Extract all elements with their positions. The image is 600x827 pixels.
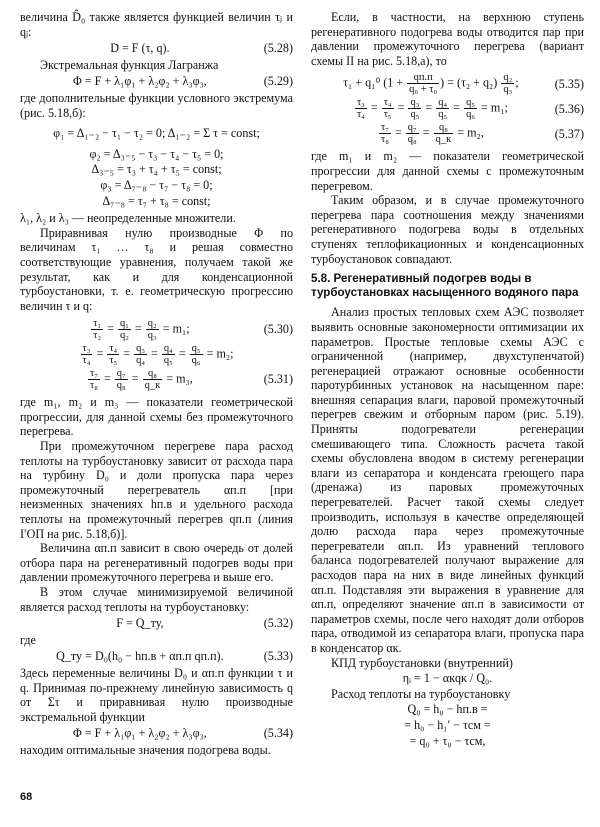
left-column [20,10,293,758]
equation-5-37: $\frac{\text{τ₇}}{\text{τ₈}}$ = $\frac{\text{q₇}}{\text{q₈}}$ = $\frac{\text{q₈}}{q\_к}$ = m₂, (5.37) [381,122,584,146]
equation-5-30: $\frac{\text{τ₁}}{\text{τ₂}}$ = $\frac{\text{q₁}}{\text{q₂}}$ = $\frac{\text{q₂}}{\text{q₃}}$ = m₁; (5.30) [93,318,293,342]
paragraph: В этом случае минимизируемой величиной является расход теплоты на турбоустановку: [20,585,293,614]
paragraph: где m₁ и m₂ — показатели геометрической прогрессии для данной схемы с промежуточным перегревом. [311,149,584,193]
paragraph: где дополнительные функции условного экстремума (рис. 5.18,б): [20,90,293,120]
condition-4: φ₃ = Δ₇₋₈ − τ₇ − τ₈ = 0; [100,177,213,192]
equation-5-28: D = F (τ, q). (5.28) [110,41,293,56]
equation-heat-2: = h₀ − h₁′ − τсм = [404,717,491,732]
condition-3: Δ₃₋₅ = τ₃ + τ₄ + τ₅ = const; [91,162,222,177]
condition-2: φ₂ = Δ₃₋₅ − τ₃ − τ₄ − τ₅ = 0; [89,146,224,161]
equation-5-36: $\frac{\text{τ₃}}{\text{τ₄}}$ = $\frac{\text{τ₄}}{\text{τ₅}}$ = $\frac{\text{q₃}}{\text{q₅}}$ = $\frac{\text{q₄}}{\text{q₅}}$ = $\frac{\text{q₅}}{\text{q₆}}$ = m₁; (5.36) [356,97,584,121]
paragraph: Расход теплоты на турбоустановку [331,686,511,701]
section-heading: 5.8. Регенеративный подогрев воды в турбоустановках насыщенного водяного пара [311,272,579,299]
equation-5-33: Q_ту = D₀(h₀ − hп.в + αп.п qп.п). (5.33) [56,649,293,664]
equation-heat-3: = q₀ + τ₀ − τсм, [409,733,486,748]
equation-5-32: F = Q_ту, (5.32) [116,616,293,631]
condition-1: φ₁ = Δ₁₋₂ − τ₁ − τ₂ = 0; Δ₁₋₂ = Σ τ = const; [53,126,260,141]
equation-5-35: τ₁ + q₁⁰ (1 + $\frac{qп.п}{\text{q₀ + τ₀}}$ ) = (τ₂ + q₂) $\frac{\text{q₂}}{\text{q₃}}$ ; (5.35) [343,72,584,96]
paragraph: При промежуточном перегреве пара расход теплоты на турбоустановку зависит от расхода пара на турбину D₀ и доли пропуска пара через промежуточный перегреватель αп.п [при неизменных значениях hп.в и удельного расхода теплоты на промежуточный перегрев qп.п (линия I′OП на рис. 5.18,б)]. [20,439,293,541]
page-number: 68 [20,791,33,804]
paragraph: где [20,632,36,647]
paragraph: Величина αп.п зависит в свою очередь от долей отбора пара на регенеративный подогрев воды при давлении промежуточного перегрева и выше его. [20,541,293,585]
right-column [311,10,584,758]
equation-5-29: Φ = F + λ₁φ₁ + λ₂φ₂ + λ₃φ₃, (5.29) [72,74,293,89]
paragraph: Здесь переменные величины D₀ и αп.п функции τ и q. Принимая по-прежнему линейную зависимость q от Στ и приравнивая нулю производные экстремальной функции [20,665,293,724]
paragraph: находим оптимальные значения подогрева воды. [20,742,271,757]
paragraph: Если, в частности, на верхнюю ступень регенеративного подогрева воды отводится пар при давлении промежуточного перегрева (вариант схемы II на рис. 5.18,а), то [311,10,584,68]
equation-heat-1: Q₀ = h₀ − hп.в = [407,702,488,717]
paragraph: КПД турбоустановки (внутренний) [331,655,513,670]
paragraph: где m₁, m₂ и m₃ — показатели геометрической прогрессии, для данной схемы без промежуточного перегрева. [20,395,293,439]
paragraph: величина D̂₀ также является функцией величин τⱼ и qⱼ: [20,10,293,39]
paragraph: Приравнивая нулю производные Φ по величинам τ₁ … τ₈ и решая совместно соответствующие уравнения, получаем такой же результат, как и для конденсационной турбоустановки, т. е. геометрическую прогрессию величин τ и q: [20,225,293,313]
paragraph: Таким образом, и в случае промежуточного перегрева пара соотношения между значениями регенеративного подогрева воды в отдельных ступенях теплофикационных и конденсационных турбоустановок совпадают. [311,193,584,266]
equation-5-31: $\frac{\text{τ₇}}{\text{τ₈}}$ = $\frac{\text{q₇}}{\text{q₈}}$ = $\frac{\text{q₈}}{q\_к}$ = m₃, (5.31) [90,368,293,392]
paragraph: Анализ простых тепловых схем АЭС позволяет выявить основные закономерности оптимизации их параметров. Простые тепловые схемы АЭС с ограниченной (например, двухступенчатой) регенерацией отражают основные особенности паротурбинных установок на насыщенном паре: внешняя сепарация влаги, паровой промежуточный перегрев свежим и отборным паром (рис. 5.19). Приняты подогреватели регенерации смешивающего типа. Сложность расчета такой схемы обусловлена вводом в систему регенерации влаги из сепаратора и конденсата греющего пара (дренажа) из паровых промежуточных перегревателей. Расчет такой схемы следует производить, используя в качестве определяющей долю расхода пара через промежуточные перегреватели αп.п. Из уравнений теплового баланса подогревателей получают выражение для расходов пара на них в виде линейных функций αп.п. Подставляя эти выражения в уравнение для αп.п, определяют значение αп.п в зависимости от параметров схемы, после чего находят доли отборов пара, отводимой из сепаратора влаги, пропуска пара в конденсатор αк. [311,305,584,655]
equation-5-34: Φ = F + λ₁φ₁ + λ₂φ₂ + λ₃φ₃, (5.34) [72,726,293,741]
paragraph: λ₁, λ₂ и λ₃ — неопределенные множители. [20,211,236,226]
condition-5: Δ₇₋₈ = τ₇ + τ₈ = const; [102,193,211,208]
equation-efficiency: ηᵢ = 1 − αкqк / Q₀. [402,671,493,686]
paragraph: Экстремальная функция Лагранжа [40,57,219,72]
equation-m2: $\frac{\text{τ₃}}{\text{τ₄}}$ = $\frac{\text{τ₄}}{\text{τ₅}}$ = $\frac{\text{q₃}}{\text{q₄}}$ = $\frac{\text{q₄}}{\text{q₅}}$ = $\frac{\text{q₅}}{\text{q₆}}$ = m₂; [82,343,234,367]
